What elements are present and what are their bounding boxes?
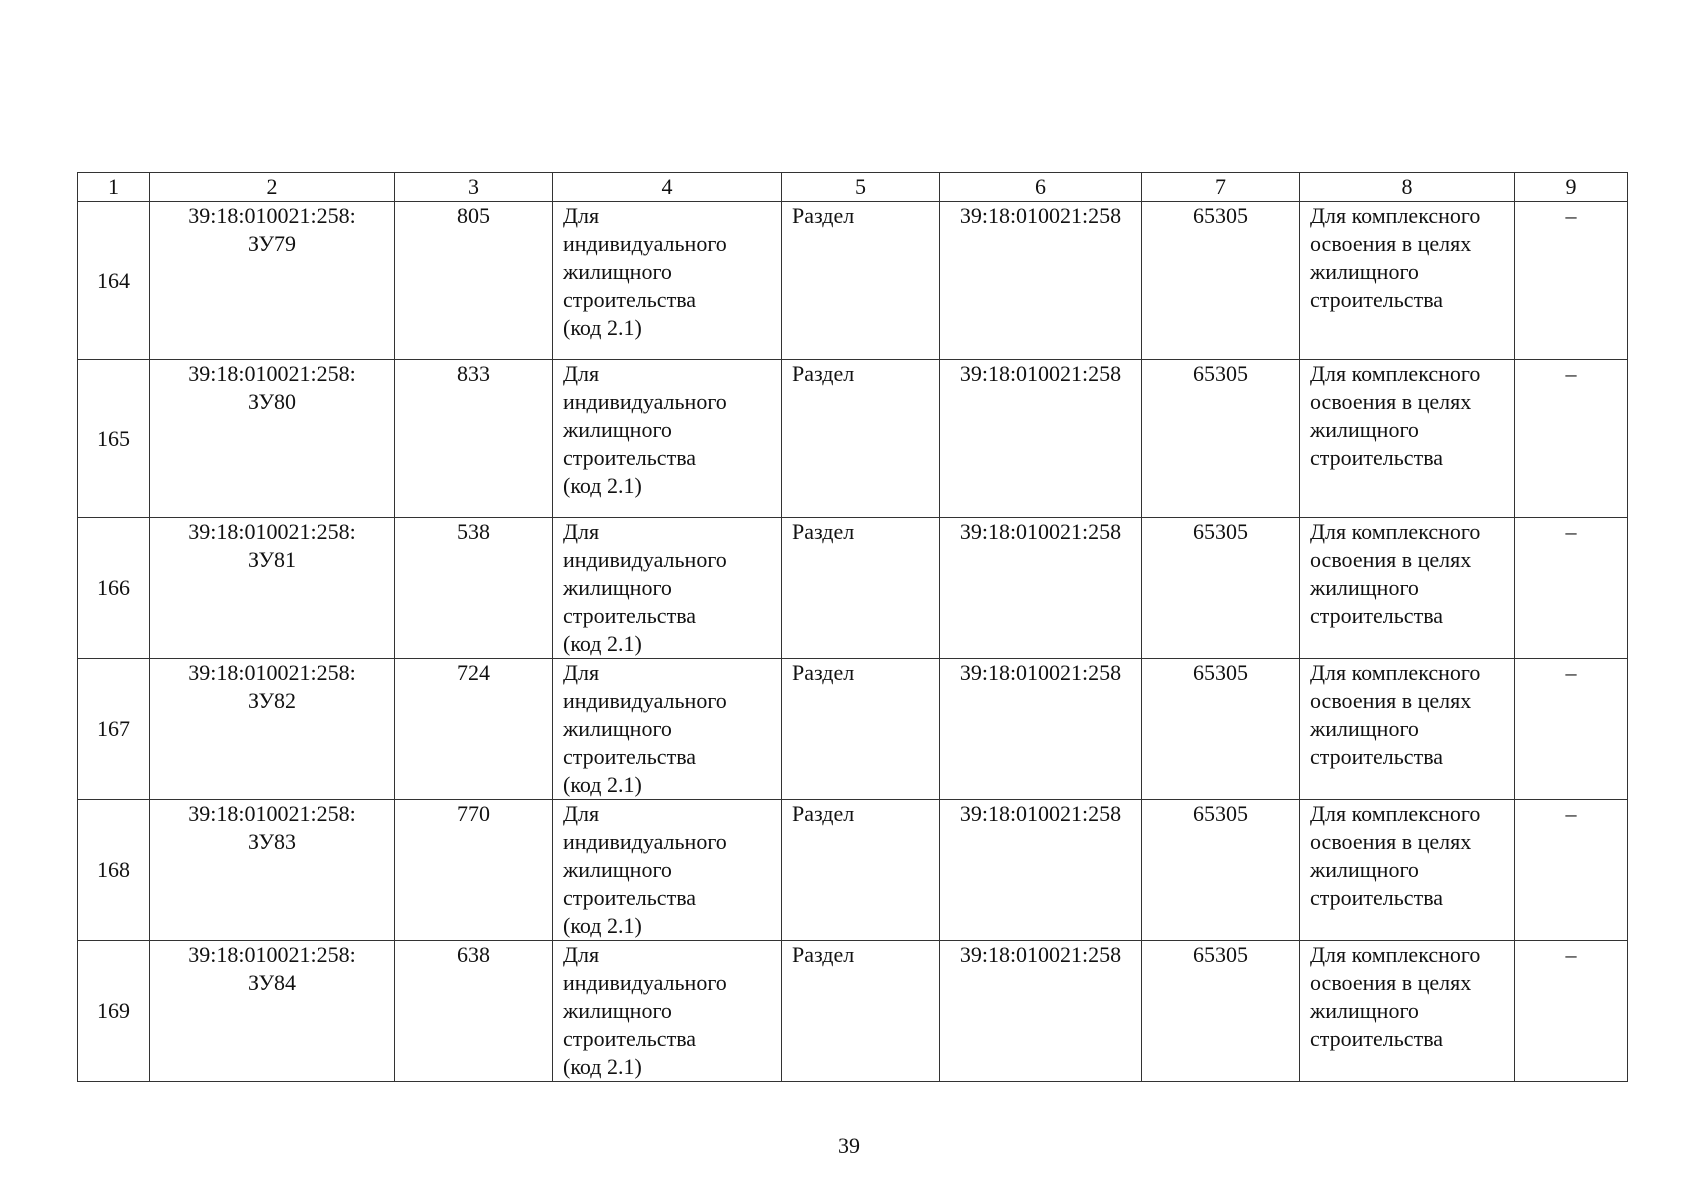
table-row	[78, 202, 1628, 360]
purpose-line: Для комплексного	[1310, 942, 1481, 967]
purpose-line: освоения в целях	[1310, 688, 1472, 713]
formation-method: Раздел	[782, 202, 940, 360]
formation-method: Раздел	[782, 941, 940, 1082]
purpose-line: жилищного	[1310, 998, 1419, 1023]
purpose-line: строительства	[1310, 445, 1444, 470]
use-line: (код 2.1)	[563, 913, 642, 938]
header-cell-2: 2	[150, 173, 395, 202]
parcel-area: 833	[395, 360, 553, 518]
formation-method: Раздел	[782, 800, 940, 941]
header-cell-8: 8	[1300, 173, 1515, 202]
purpose-line: освоения в целях	[1310, 829, 1472, 854]
permitted-use	[553, 518, 782, 659]
source-purpose	[1300, 659, 1515, 800]
parcel-id	[150, 659, 395, 800]
row-number: 168	[78, 800, 150, 941]
header-cell-5: 5	[782, 173, 940, 202]
header-row	[78, 173, 1628, 202]
parcel-id-line1: 39:18:010021:258:	[188, 660, 356, 685]
page-number: 39	[838, 1133, 860, 1158]
source-parcel: 39:18:010021:258	[940, 941, 1142, 1082]
table-row	[78, 518, 1628, 659]
parcel-id-line2: ЗУ79	[247, 231, 297, 256]
parcel-id	[150, 360, 395, 518]
note: –	[1515, 800, 1628, 941]
purpose-line: строительства	[1310, 287, 1444, 312]
use-line: (код 2.1)	[563, 1054, 642, 1079]
use-line: Для	[563, 519, 600, 544]
source-area: 65305	[1142, 518, 1300, 659]
purpose-line: строительства	[1310, 744, 1444, 769]
source-purpose	[1300, 360, 1515, 518]
parcel-area: 724	[395, 659, 553, 800]
use-line: Для	[563, 660, 600, 685]
purpose-line: Для комплексного	[1310, 801, 1481, 826]
use-line: Для	[563, 942, 600, 967]
purpose-line: освоения в целях	[1310, 389, 1472, 414]
purpose-line: строительства	[1310, 603, 1444, 628]
formation-method: Раздел	[782, 360, 940, 518]
parcel-id-line2: ЗУ80	[247, 389, 297, 414]
permitted-use	[553, 360, 782, 518]
source-purpose	[1300, 202, 1515, 360]
use-line: (код 2.1)	[563, 315, 642, 340]
parcel-id-line1: 39:18:010021:258:	[188, 203, 356, 228]
source-parcel: 39:18:010021:258	[940, 202, 1142, 360]
header-cell-1: 1	[78, 173, 150, 202]
use-line: строительства	[563, 603, 697, 628]
table-row	[78, 360, 1628, 518]
parcel-id-line2: ЗУ81	[247, 547, 297, 572]
use-line: жилищного	[563, 857, 672, 882]
row-number: 164	[78, 202, 150, 360]
use-line: строительства	[563, 885, 697, 910]
use-line: (код 2.1)	[563, 473, 642, 498]
purpose-line: Для комплексного	[1310, 203, 1481, 228]
formation-method: Раздел	[782, 518, 940, 659]
row-number: 165	[78, 360, 150, 518]
parcel-area: 538	[395, 518, 553, 659]
purpose-line: жилищного	[1310, 417, 1419, 442]
use-line: строительства	[563, 445, 697, 470]
header-cell-9: 9	[1515, 173, 1628, 202]
purpose-line: жилищного	[1310, 259, 1419, 284]
purpose-line: Для комплексного	[1310, 519, 1481, 544]
row-number: 166	[78, 518, 150, 659]
formation-method: Раздел	[782, 659, 940, 800]
use-line: строительства	[563, 287, 697, 312]
use-line: индивидуального	[563, 688, 727, 713]
parcel-area: 770	[395, 800, 553, 941]
parcel-id-line1: 39:18:010021:258:	[188, 361, 356, 386]
source-parcel: 39:18:010021:258	[940, 659, 1142, 800]
table-row	[78, 800, 1628, 941]
purpose-line: освоения в целях	[1310, 231, 1472, 256]
permitted-use	[553, 202, 782, 360]
parcel-id-line2: ЗУ82	[247, 688, 297, 713]
source-area: 65305	[1142, 659, 1300, 800]
parcel-area: 805	[395, 202, 553, 360]
parcel-id-line2: ЗУ83	[247, 829, 297, 854]
permitted-use	[553, 800, 782, 941]
use-line: жилищного	[563, 998, 672, 1023]
source-area: 65305	[1142, 360, 1300, 518]
parcel-id	[150, 800, 395, 941]
row-number: 169	[78, 941, 150, 1082]
source-purpose	[1300, 800, 1515, 941]
purpose-line: Для комплексного	[1310, 660, 1481, 685]
source-parcel: 39:18:010021:258	[940, 518, 1142, 659]
source-purpose	[1300, 941, 1515, 1082]
purpose-line: жилищного	[1310, 716, 1419, 741]
use-line: (код 2.1)	[563, 772, 642, 797]
use-line: жилищного	[563, 716, 672, 741]
use-line: жилищного	[563, 417, 672, 442]
header-cell-4: 4	[553, 173, 782, 202]
use-line: Для	[563, 801, 600, 826]
purpose-line: строительства	[1310, 885, 1444, 910]
use-line: индивидуального	[563, 970, 727, 995]
use-line: индивидуального	[563, 389, 727, 414]
parcel-table	[77, 172, 1628, 1082]
note: –	[1515, 360, 1628, 518]
parcel-area: 638	[395, 941, 553, 1082]
note: –	[1515, 518, 1628, 659]
row-number: 167	[78, 659, 150, 800]
parcel-id-line1: 39:18:010021:258:	[188, 942, 356, 967]
permitted-use	[553, 659, 782, 800]
use-line: индивидуального	[563, 547, 727, 572]
purpose-line: Для комплексного	[1310, 361, 1481, 386]
use-line: (код 2.1)	[563, 631, 642, 656]
purpose-line: освоения в целях	[1310, 970, 1472, 995]
purpose-line: строительства	[1310, 1026, 1444, 1051]
purpose-line: освоения в целях	[1310, 547, 1472, 572]
use-line: Для	[563, 203, 600, 228]
use-line: Для	[563, 361, 600, 386]
parcel-id	[150, 941, 395, 1082]
purpose-line: жилищного	[1310, 575, 1419, 600]
parcel-id-line1: 39:18:010021:258:	[188, 519, 356, 544]
permitted-use	[553, 941, 782, 1082]
parcel-id	[150, 518, 395, 659]
header-cell-7: 7	[1142, 173, 1300, 202]
source-purpose	[1300, 518, 1515, 659]
parcel-id-line1: 39:18:010021:258:	[188, 801, 356, 826]
purpose-line: жилищного	[1310, 857, 1419, 882]
source-area: 65305	[1142, 202, 1300, 360]
use-line: индивидуального	[563, 231, 727, 256]
table-row	[78, 659, 1628, 800]
header-cell-3: 3	[395, 173, 553, 202]
parcel-id-line2: ЗУ84	[247, 970, 297, 995]
header-cell-6: 6	[940, 173, 1142, 202]
source-area: 65305	[1142, 800, 1300, 941]
use-line: жилищного	[563, 259, 672, 284]
parcel-id	[150, 202, 395, 360]
note: –	[1515, 202, 1628, 360]
use-line: строительства	[563, 744, 697, 769]
source-area: 65305	[1142, 941, 1300, 1082]
note: –	[1515, 659, 1628, 800]
use-line: индивидуального	[563, 829, 727, 854]
use-line: жилищного	[563, 575, 672, 600]
source-parcel: 39:18:010021:258	[940, 800, 1142, 941]
note: –	[1515, 941, 1628, 1082]
use-line: строительства	[563, 1026, 697, 1051]
source-parcel: 39:18:010021:258	[940, 360, 1142, 518]
table-row	[78, 941, 1628, 1082]
